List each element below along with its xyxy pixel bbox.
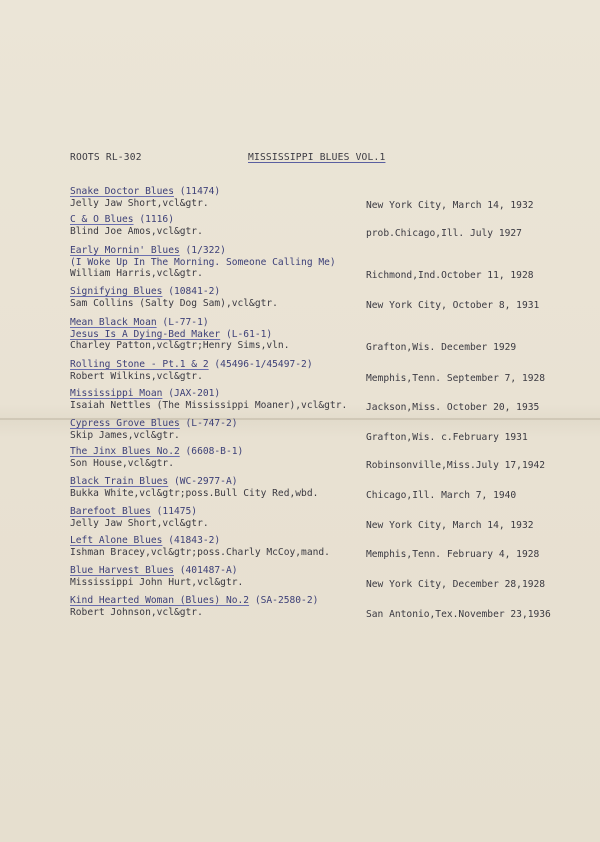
- track-entry: [70, 565, 570, 588]
- track-entry: [70, 446, 570, 469]
- track-title-line: [70, 506, 570, 518]
- track-title-line: [70, 418, 570, 430]
- track-title-line: [70, 476, 570, 488]
- matrix-number: (6608-B-1): [179, 446, 244, 457]
- recording-place-date: Memphis,Tenn. September 7, 1928: [366, 372, 546, 384]
- recording-place-date: Jackson,Miss. October 20, 1935: [366, 401, 540, 413]
- track-entry: [70, 286, 570, 309]
- track-title-line: [70, 446, 570, 458]
- recording-place-date: New York City, October 8, 1931: [366, 299, 540, 311]
- track-title-line: [70, 245, 570, 257]
- album-title: MISSISSIPPI BLUES VOL.1: [248, 152, 386, 163]
- track-entry: [70, 317, 570, 352]
- matrix-number: (10841-2): [162, 286, 221, 297]
- track-title: Mississippi Moan: [70, 388, 163, 399]
- track-entry: [70, 418, 570, 441]
- track-title: Cypress Grove Blues: [70, 418, 180, 429]
- track-title-line: [70, 388, 570, 400]
- matrix-number: (L-77-1): [156, 317, 209, 328]
- track-title: Snake Doctor Blues: [70, 186, 174, 197]
- artist-credit: Bukka White,vcl&gtr;poss.Bull City Red,wbd.: [70, 487, 319, 499]
- track-title-line: [70, 595, 570, 607]
- matrix-number: (11474): [173, 186, 221, 197]
- track-title: Kind Hearted Woman (Blues) No.2: [70, 595, 250, 606]
- track-title: The Jinx Blues No.2: [70, 446, 180, 457]
- track-entry: [70, 595, 570, 618]
- track-entry: [70, 476, 570, 499]
- track-title-line: [70, 535, 570, 547]
- recording-place-date: Robinsonville,Miss.July 17,1942: [366, 459, 546, 471]
- matrix-number: (11475): [150, 506, 198, 517]
- recording-place-date: Chicago,Ill. March 7, 1940: [366, 489, 517, 501]
- matrix-number: (L-747-2): [179, 418, 238, 429]
- track-entry: [70, 388, 570, 411]
- artist-credit: Jelly Jaw Short,vcl&gtr.: [70, 517, 209, 529]
- recording-place-date: prob.Chicago,Ill. July 1927: [366, 227, 522, 239]
- recording-place-date: Grafton,Wis. c.February 1931: [366, 431, 528, 443]
- track-title-line: [70, 186, 570, 198]
- track-title-line: [70, 257, 570, 269]
- matrix-number: (WC-2977-A): [168, 476, 238, 487]
- matrix-number: (41843-2): [162, 535, 221, 546]
- track-title-line: [70, 329, 570, 341]
- artist-credit: Blind Joe Amos,vcl&gtr.: [70, 225, 203, 237]
- track-title-line: [70, 565, 570, 577]
- artist-credit: Jelly Jaw Short,vcl&gtr.: [70, 197, 209, 209]
- recording-place-date: New York City, March 14, 1932: [366, 199, 534, 211]
- matrix-number: (L-61-1): [220, 328, 273, 340]
- track-entry: [70, 186, 570, 209]
- artist-credit: Charley Patton,vcl&gtr;Henry Sims,vln.: [70, 340, 290, 352]
- track-title: Rolling Stone - Pt.1 & 2: [70, 359, 209, 370]
- track-entry: [70, 245, 570, 280]
- track-title: Signifying Blues: [70, 286, 163, 297]
- artist-credit: Ishman Bracey,vcl&gtr;poss.Charly McCoy,mand.: [70, 546, 330, 558]
- matrix-number: (SA-2580-2): [249, 595, 319, 606]
- track-title: Barefoot Blues: [70, 506, 151, 517]
- track-title: C & O Blues: [70, 214, 134, 225]
- artist-credit: William Harris,vcl&gtr.: [70, 268, 203, 280]
- artist-credit: Son House,vcl&gtr.: [70, 457, 174, 469]
- artist-credit: Isaiah Nettles (The Mississippi Moaner),vcl&gtr.: [70, 399, 348, 411]
- catalog-number: ROOTS RL-302: [70, 152, 142, 163]
- artist-credit: Mississippi John Hurt,vcl&gtr.: [70, 576, 244, 588]
- track-entry: [70, 359, 570, 382]
- artist-credit: Skip James,vcl&gtr.: [70, 429, 180, 441]
- matrix-number: (45496-1/45497-2): [208, 359, 313, 370]
- track-title: Early Mornin' Blues: [70, 245, 180, 256]
- artist-credit: Robert Wilkins,vcl&gtr.: [70, 370, 203, 382]
- matrix-number: (401487-A): [173, 565, 238, 576]
- recording-place-date: Richmond,Ind.October 11, 1928: [366, 270, 534, 282]
- track-title: Blue Harvest Blues: [70, 565, 174, 576]
- recording-place-date: Memphis,Tenn. February 4, 1928: [366, 548, 540, 560]
- artist-credit: Robert Johnson,vcl&gtr.: [70, 606, 203, 618]
- track-title: Black Train Blues: [70, 476, 169, 487]
- matrix-number: (1/322): [179, 245, 226, 256]
- track-title: Jesus Is A Dying-Bed Maker: [70, 328, 221, 340]
- matrix-number: (I Woke Up In The Morning. Someone Calling Me): [70, 256, 336, 268]
- track-title-line: [70, 286, 570, 298]
- matrix-number: (1116): [133, 214, 174, 225]
- artist-credit: Sam Collins (Salty Dog Sam),vcl&gtr.: [70, 297, 278, 309]
- track-title: Mean Black Moan: [70, 317, 157, 328]
- track-title-line: [70, 214, 570, 226]
- recording-place-date: New York City, March 14, 1932: [366, 519, 534, 531]
- track-title: Left Alone Blues: [70, 535, 163, 546]
- recording-place-date: New York City, December 28,1928: [366, 578, 546, 590]
- track-entry: [70, 535, 570, 558]
- matrix-number: (JAX-201): [162, 388, 221, 399]
- track-title-line: [70, 317, 570, 329]
- recording-place-date: Grafton,Wis. December 1929: [366, 342, 517, 354]
- track-entry: [70, 214, 570, 237]
- track-title-line: [70, 359, 570, 371]
- track-entry: [70, 506, 570, 529]
- recording-place-date: San Antonio,Tex.November 23,1936: [366, 608, 551, 620]
